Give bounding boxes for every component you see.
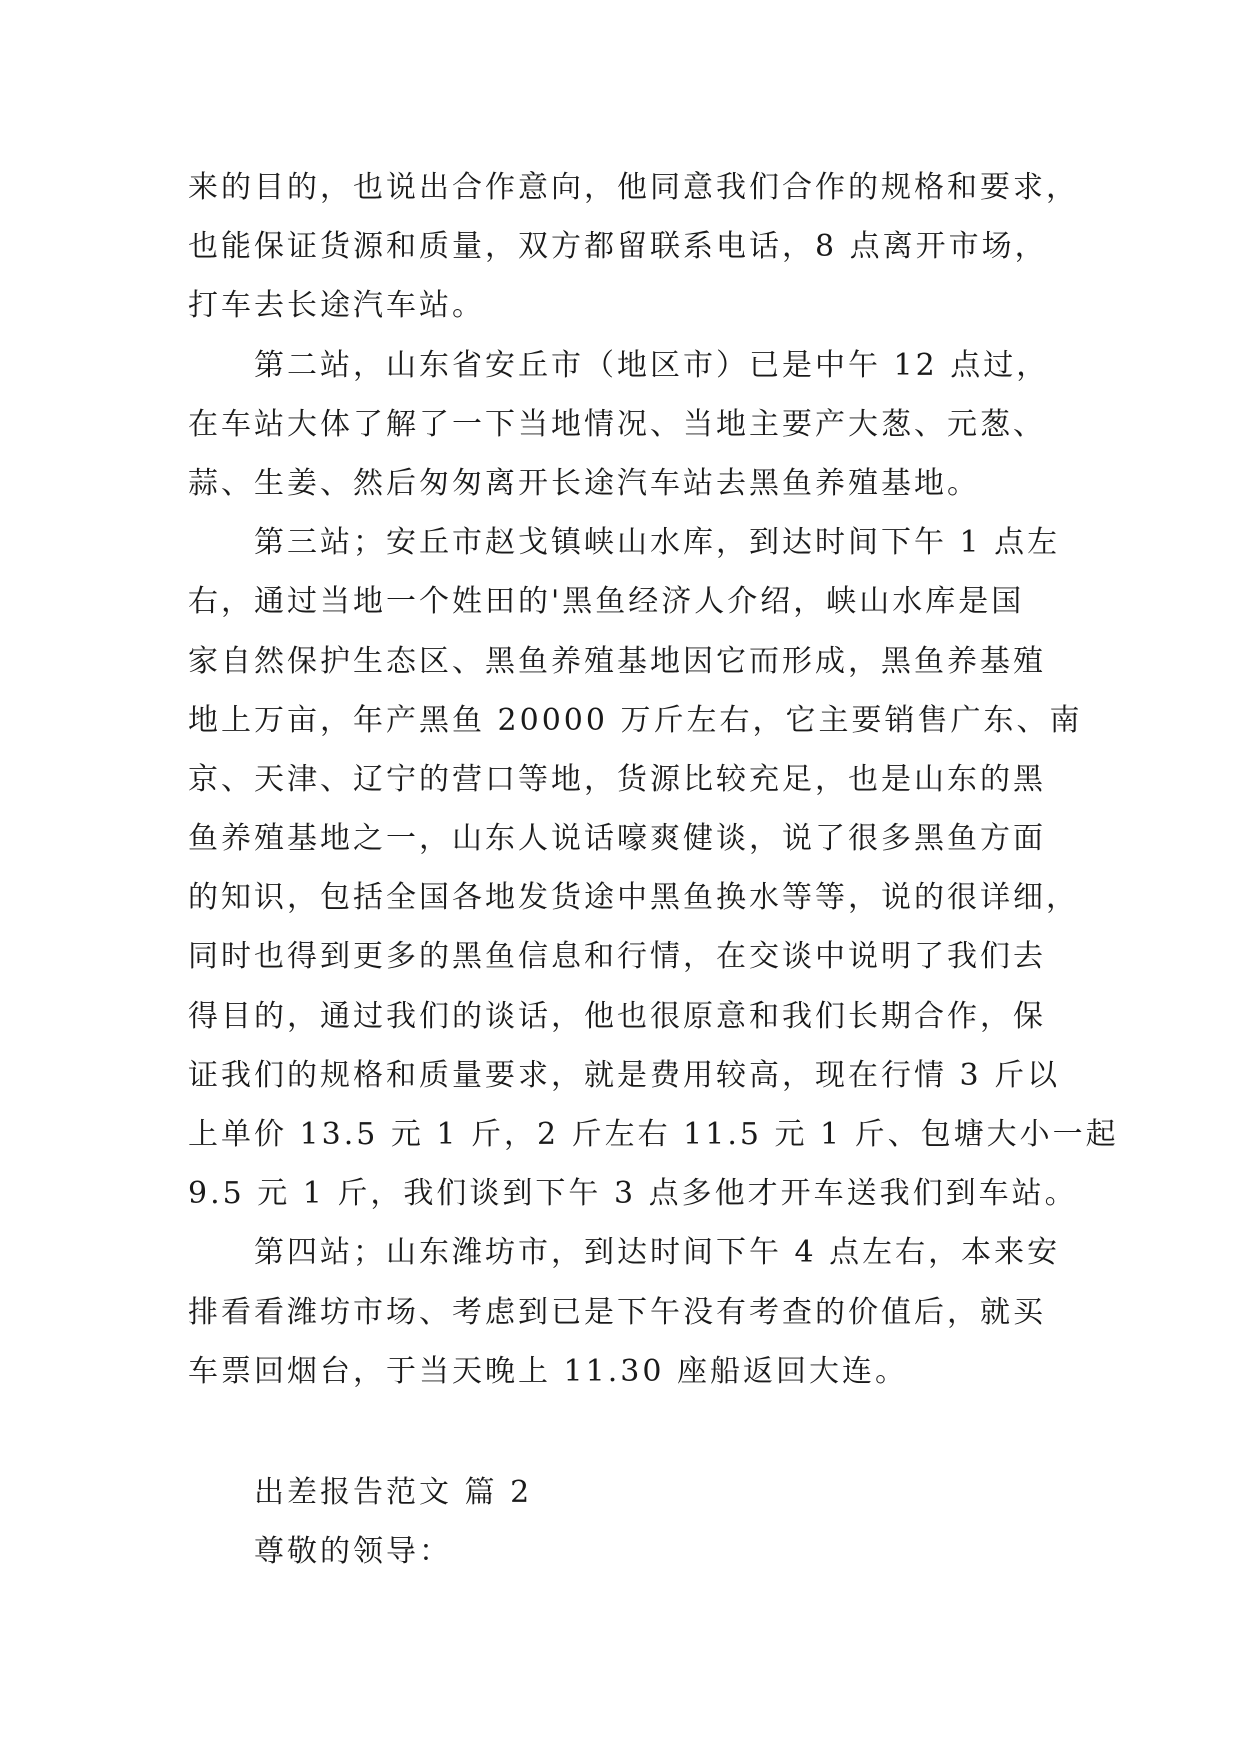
- paragraph-line: 9.5 元 1 斤，我们谈到下午 3 点多他才开车送我们到车站。: [188, 1176, 1078, 1212]
- paragraph-line: 上单价 13.5 元 1 斤，2 斤左右 11.5 元 1 斤、包塘大小一起: [188, 1117, 1119, 1152]
- section-gap: [188, 1401, 1058, 1463]
- paragraph-line: 京、天津、辽宁的营口等地，货源比较充足，也是山东的黑: [188, 761, 1046, 797]
- salutation: 尊敬的领导：: [254, 1534, 452, 1570]
- paragraph-line: 鱼养殖基地之一，山东人说话嚎爽健谈，说了很多黑鱼方面: [188, 821, 1046, 857]
- paragraph-line: 家自然保护生态区、黑鱼养殖基地因它而形成，黑鱼养基殖: [188, 643, 1046, 679]
- paragraph-line: 同时也得到更多的黑鱼信息和行情，在交谈中说明了我们去: [188, 939, 1046, 975]
- paragraph-line: 排看看潍坊市场、考虑到已是下午没有考查的价值后，就买: [188, 1294, 1046, 1330]
- paragraph-line: 第四站；山东潍坊市，到达时间下午 4 点左右，本来安: [254, 1235, 1061, 1271]
- paragraph-line: 证我们的规格和质量要求，就是费用较高，现在行情 3 斤以: [188, 1057, 1061, 1093]
- paragraph-line: 的知识，包括全国各地发货途中黑鱼换水等等，说的很详细，: [188, 880, 1079, 916]
- paragraph-line: 车票回烟台，于当天晚上 11.30 座船返回大连。: [188, 1353, 908, 1389]
- paragraph-line: 第三站；安丘市赵戈镇峡山水库，到达时间下午 1 点左: [254, 525, 1061, 561]
- paragraph-line: 在车站大体了解了一下当地情况、当地主要产大葱、元葱、: [188, 406, 1046, 442]
- paragraph-line: 打车去长途汽车站。: [188, 288, 485, 324]
- paragraph-line: 蒜、生姜、然后匆匆离开长途汽车站去黑鱼养殖基地。: [188, 465, 980, 501]
- paragraph-line: 也能保证货源和质量，双方都留联系电话，8 点离开市场，: [188, 229, 1048, 265]
- document-body: [188, 158, 1119, 1581]
- paragraph-line: 第二站，山东省安丘市（地区市）已是中午 12 点过，: [254, 347, 1050, 383]
- paragraph-line: 地上万亩，年产黑鱼 20000 万斤左右，它主要销售广东、南: [188, 702, 1083, 738]
- section-heading: 出差报告范文 篇 2: [254, 1474, 533, 1510]
- paragraph-line: 来的目的，也说出合作意向，他同意我们合作的规格和要求，: [188, 170, 1079, 205]
- paragraph-line: 右，通过当地一个姓田的'黑鱼经济人介绍，峡山水库是国: [188, 584, 1025, 620]
- paragraph-line: 得目的，通过我们的谈话，他也很原意和我们长期合作，保: [188, 998, 1046, 1034]
